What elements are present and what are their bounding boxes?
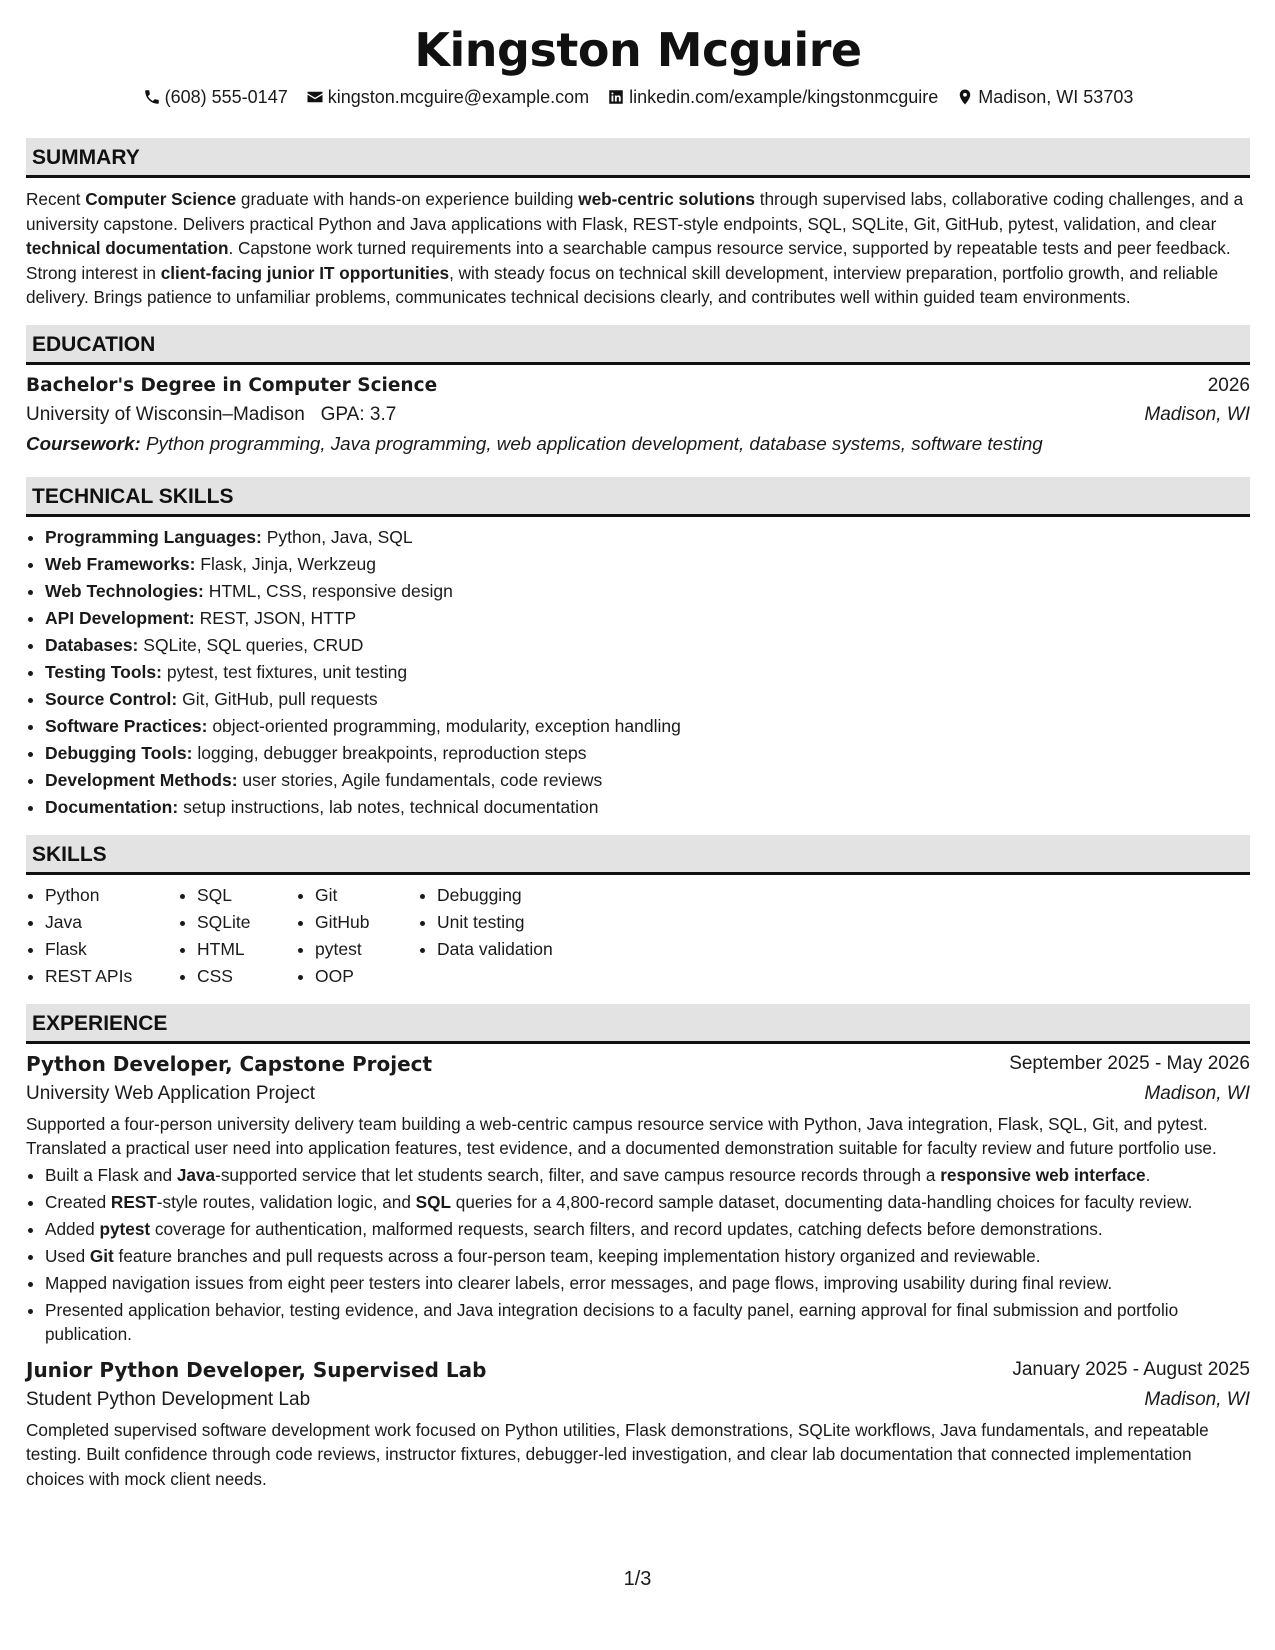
technical-skills-list: [26, 524, 1250, 821]
contact-phone: [143, 86, 288, 108]
page-number: 1/3: [623, 1568, 652, 1590]
phone-text: (608) 555-0147: [164, 87, 288, 107]
contact-linkedin[interactable]: [607, 86, 938, 108]
list-item: • Added pytest coverage for authentication, malformed requests, search filters, and record updates, catching defects before demonstrations.: [45, 1217, 1250, 1242]
job-title: Python Developer, Capstone Project: [26, 1051, 433, 1076]
coursework: [26, 429, 1043, 459]
list-item: • Mapped navigation issues from eight peer testers into clearer labels, error messages, and page flows, improving usability during final review.: [45, 1271, 1250, 1296]
coursework-row: [26, 429, 1250, 459]
list-item: • Software Practices: object-oriented programming, modularity, exception handling: [45, 713, 1250, 740]
list-item: • pytest: [315, 936, 418, 963]
summary-heading: SUMMARY: [26, 138, 1250, 178]
list-item: • Source Control: Git, GitHub, pull requests: [45, 686, 1250, 713]
job-description: Completed supervised software development work focused on Python utilities, Flask demonstrations, SQLite workflows, Java fundamentals, and repeatable testing. Built confidence through code reviews, instructor fixtures, debugger-led investigation, and clear lab documentation that connected implementation choices with mock client needs.: [26, 1419, 1209, 1489]
skills-column: [178, 882, 296, 990]
list-item: • Flask: [45, 936, 178, 963]
job-entry: [26, 1049, 1250, 1347]
list-item: • Programming Languages: Python, Java, SQL: [45, 524, 1250, 551]
list-item: • Built a Flask and Java-supported service that let students search, filter, and save campus resource records through a responsive web interface.: [45, 1163, 1250, 1188]
contact-email[interactable]: [306, 86, 589, 108]
job-bullets: [26, 1163, 1250, 1347]
degree-year: 2026: [1207, 374, 1250, 396]
list-item: • Databases: SQLite, SQL queries, CRUD: [45, 632, 1250, 659]
list-item: • Development Methods: user stories, Agile fundamentals, code reviews: [45, 767, 1250, 794]
technical-skills-heading: TECHNICAL SKILLS: [26, 477, 1250, 517]
list-item: • Data validation: [437, 936, 553, 963]
job-org-row: [26, 1385, 1250, 1414]
education-section: [26, 325, 1250, 459]
contact-bar: [26, 86, 1250, 108]
gpa: GPA: 3.7: [320, 403, 397, 425]
list-item: • Unit testing: [437, 909, 553, 936]
job-title: Junior Python Developer, Supervised Lab: [26, 1357, 487, 1382]
skills-grid: [26, 882, 1250, 990]
summary-text: Recent Computer Science graduate with hands-on experience building web-centric solutions through supervised labs, collaborative coding challenges, and a university capstone. Delivers practical Python and Java applications with Flask, REST-style endpoints, SQL, SQLite, Git, GitHub, pytest, validation, and clear technical documentation. Capstone work turned requirements into a searchable campus resource service, supported by repeatable tests and peer feedback. Strong interest in client-facing junior IT opportunities, with steady focus on technical skill development, interview preparation, portfolio growth, and reliable delivery. Brings patience to unfamiliar problems, communicates technical decisions clearly, and contributes well within guided team environments.: [26, 189, 1244, 307]
job-title-row: [26, 1049, 1250, 1079]
list-item: • GitHub: [315, 909, 418, 936]
job-entry: [26, 1355, 1250, 1492]
list-item: • SQL: [197, 882, 296, 909]
degree-row: [26, 371, 1250, 400]
job-description: Supported a four-person university delivery team building a web-centric campus resource service with Python, Java integration, Flask, SQL, Git, and pytest. Translated a practical user need into application features, test evidence, and a documented demonstration suitable for faculty review and future portfolio use.: [26, 1113, 1217, 1158]
list-item: • Created REST-style routes, validation logic, and SQL queries for a 4,800-record sample dataset, documenting data-handling choices for faculty review.: [45, 1190, 1250, 1215]
list-item: • Git: [315, 882, 418, 909]
list-item: • Used Git feature branches and pull requests across a four-person team, keeping implementation history organized and reviewable.: [45, 1244, 1250, 1269]
summary-section: [26, 138, 1250, 310]
list-item: • Debugging Tools: logging, debugger breakpoints, reproduction steps: [45, 740, 1250, 767]
list-item: • CSS: [197, 963, 296, 990]
list-item: • Documentation: setup instructions, lab notes, technical documentation: [45, 794, 1250, 821]
school-row: [26, 400, 1250, 429]
resume-page: [26, 0, 1250, 1491]
list-item: • Debugging: [437, 882, 553, 909]
degree-title: Bachelor's Degree in Computer Science: [26, 374, 438, 396]
skills-heading: SKILLS: [26, 835, 1250, 875]
map-pin-icon: [956, 88, 974, 106]
skills-column: [296, 882, 418, 990]
job-org-row: [26, 1079, 1250, 1108]
email-text[interactable]: kingston.mcguire@example.com: [327, 87, 590, 107]
list-item: • REST APIs: [45, 963, 178, 990]
list-item: • Python: [45, 882, 178, 909]
linkedin-text[interactable]: linkedin.com/example/kingstonmcguire: [629, 87, 939, 107]
job-org: University Web Application Project: [26, 1082, 315, 1104]
skills-column: [418, 882, 553, 990]
job-dates: September 2025 - May 2026: [1009, 1052, 1250, 1074]
job-dates: January 2025 - August 2025: [1012, 1358, 1250, 1380]
list-item: • Presented application behavior, testing evidence, and Java integration decisions to a faculty panel, earning approval for final submission and portfolio publication.: [45, 1298, 1250, 1347]
skills-section: [26, 835, 1250, 990]
list-item: • OOP: [315, 963, 418, 990]
skills-column: [26, 882, 178, 990]
list-item: • Web Technologies: HTML, CSS, responsive design: [45, 578, 1250, 605]
contact-location: [956, 86, 1133, 108]
job-org: Student Python Development Lab: [26, 1388, 311, 1410]
linkedin-icon: [607, 88, 625, 106]
envelope-icon: [306, 88, 324, 106]
coursework-list: Python programming, Java programming, web application development, database systems, software testing: [146, 432, 1043, 454]
job-location: Madison, WI: [1144, 1388, 1250, 1410]
job-location: Madison, WI: [1144, 1082, 1250, 1104]
list-item: • SQLite: [197, 909, 296, 936]
list-item: • Java: [45, 909, 178, 936]
school-info: [26, 400, 396, 429]
education-heading: EDUCATION: [26, 325, 1250, 365]
list-item: • Testing Tools: pytest, test fixtures, unit testing: [45, 659, 1250, 686]
school-location: Madison, WI: [1144, 403, 1250, 425]
candidate-name: Kingston Mcguire: [414, 23, 862, 77]
list-item: • Web Frameworks: Flask, Jinja, Werkzeug: [45, 551, 1250, 578]
experience-section: [26, 1004, 1250, 1492]
technical-skills-section: [26, 477, 1250, 821]
location-text: Madison, WI 53703: [978, 87, 1134, 107]
coursework-label: Coursework:: [26, 432, 141, 454]
list-item: • HTML: [197, 936, 296, 963]
phone-icon: [143, 88, 161, 106]
job-title-row: [26, 1355, 1250, 1385]
experience-heading: EXPERIENCE: [26, 1004, 1250, 1044]
list-item: • API Development: REST, JSON, HTTP: [45, 605, 1250, 632]
school-name: University of Wisconsin–Madison: [26, 403, 305, 425]
